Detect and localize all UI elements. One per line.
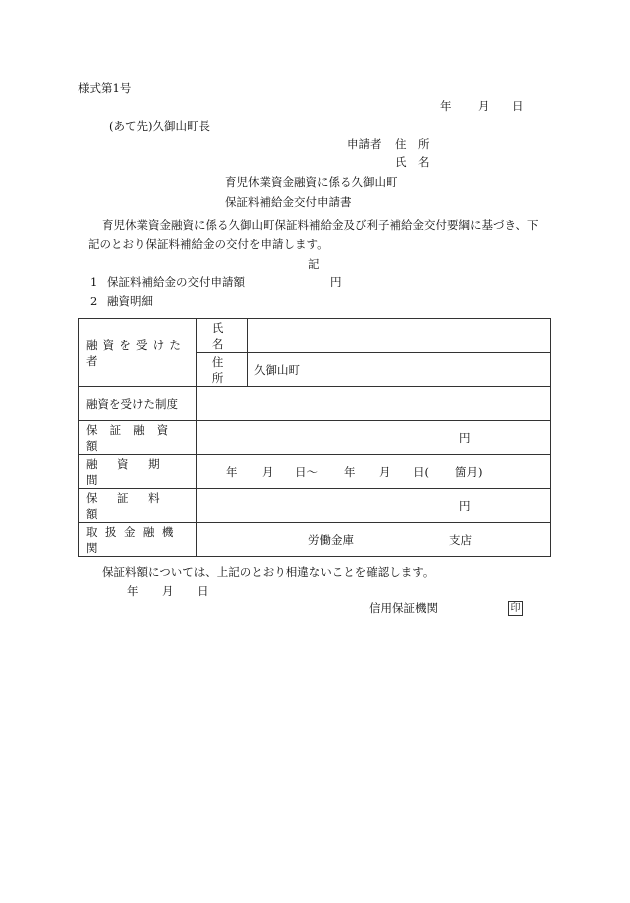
- bank-cell[interactable]: [197, 523, 551, 557]
- document-title-line2: 保証料補給金交付申請書: [225, 195, 352, 209]
- item1-label: 保証料補給金の交付申請額: [107, 275, 245, 289]
- item1-unit: 円: [330, 275, 342, 289]
- applicant-name-label: 氏 名: [395, 155, 430, 169]
- form-number: 様式第1号: [78, 81, 132, 95]
- recipient-label: 融資を受けた者: [79, 319, 197, 387]
- address-value[interactable]: 久御山町: [248, 353, 551, 387]
- header-date-month: 月: [478, 99, 490, 113]
- confirm-date-month: 月: [162, 584, 174, 598]
- guarantee-loan-unit: 円: [459, 431, 471, 445]
- branch-label: 支店: [449, 533, 472, 547]
- intro-paragraph: 育児休業資金融資に係る久御山町保証料補給金及び利子補給金交付要綱に基づき、下記のとおり保証料補給金の交付を申請します。: [88, 218, 539, 251]
- name-label: 氏名: [197, 319, 248, 353]
- period-year1: 年: [226, 465, 238, 479]
- item2-label: 融資明細: [107, 294, 153, 308]
- applicant-label: 申請者: [347, 137, 382, 151]
- period-day1: 日～: [295, 465, 318, 479]
- confirm-date-day: 日: [197, 584, 209, 598]
- period-months: 箇月): [455, 465, 483, 479]
- seal-mark: 印: [508, 601, 523, 616]
- item1-number: 1: [90, 275, 98, 289]
- guarantee-loan-label: 保証融資額: [79, 421, 197, 455]
- item2-number: 2: [90, 294, 98, 308]
- addressee: (あて先)久御山町長: [109, 119, 210, 133]
- address-label: 住所: [197, 353, 248, 387]
- guarantor-label: 信用保証機関: [369, 601, 438, 615]
- period-month1: 月: [262, 465, 274, 479]
- header-date-day: 日: [512, 99, 524, 113]
- fee-unit: 円: [459, 499, 471, 513]
- bank-name: 労働金庫: [308, 533, 354, 547]
- period-cell[interactable]: [197, 455, 551, 489]
- system-label: 融資を受けた制度: [79, 387, 197, 421]
- applicant-address-label: 住 所: [395, 137, 430, 151]
- fee-label: 保証料額: [79, 489, 197, 523]
- period-label: 融資期間: [79, 455, 197, 489]
- fee-cell[interactable]: [197, 489, 551, 523]
- ki-heading: 記: [308, 257, 320, 271]
- document-title-line1: 育児休業資金融資に係る久御山町: [225, 175, 398, 189]
- header-date-year: 年: [440, 99, 452, 113]
- bank-label: 取扱金融機関: [79, 523, 197, 557]
- period-month2: 月: [379, 465, 391, 479]
- system-value-cell[interactable]: [197, 387, 551, 421]
- period-year2: 年: [344, 465, 356, 479]
- period-day2: 日(: [413, 465, 429, 479]
- guarantee-loan-cell[interactable]: [197, 421, 551, 455]
- confirm-date-year: 年: [127, 584, 139, 598]
- confirmation-text: 保証料額については、上記のとおり相違ないことを確認します。: [102, 565, 435, 579]
- loan-detail-table: [78, 318, 551, 557]
- name-value-cell[interactable]: [248, 319, 551, 353]
